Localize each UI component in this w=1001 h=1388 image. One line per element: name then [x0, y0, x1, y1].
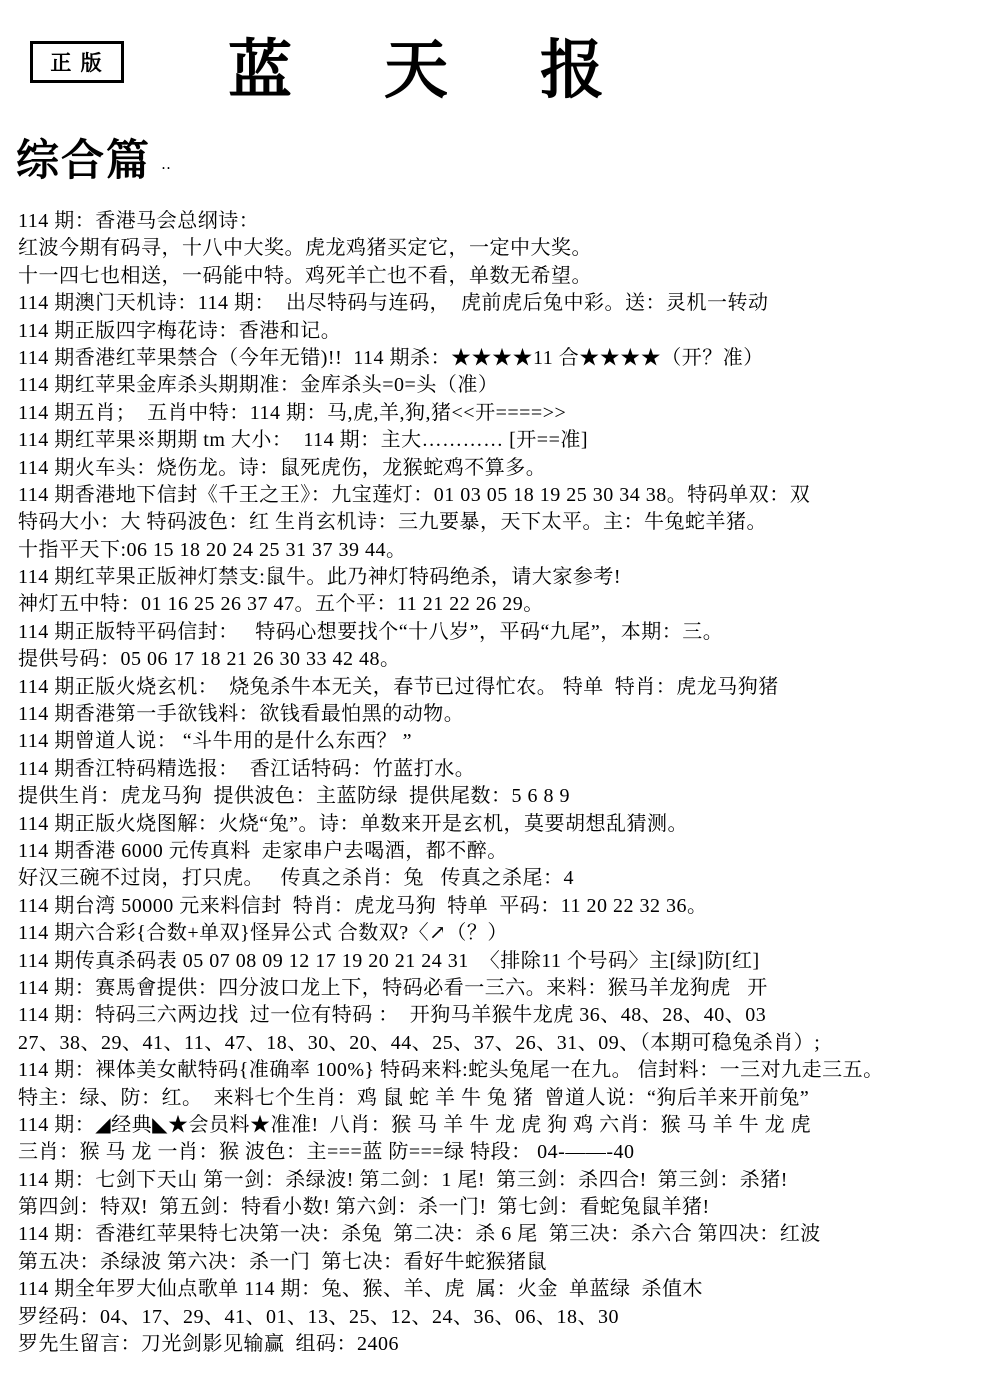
- text-line: 提供生肖：虎龙马狗 提供波色：主蓝防绿 提供尾数：5 6 8 9: [18, 785, 570, 808]
- text-line: 114 期：香港红苹果特七决第一决：杀兔 第二决：杀 6 尾 第三决：杀六合 第四决：红波: [18, 1223, 821, 1246]
- genuine-badge: [30, 41, 124, 83]
- text-line: 114 期香港地下信封《千王之王》：九宝莲灯：01 03 05 18 19 25 30 34 38。特码单双：双: [18, 483, 811, 506]
- section-heading: [16, 138, 173, 185]
- text-line: 十指平天下:06 15 18 20 24 25 31 37 39 44。: [18, 538, 407, 561]
- text-line: 114 期香港第一手欲钱料：欲钱看最怕黑的动物。: [18, 703, 465, 726]
- text-line: 114 期曾道人说： “斗牛用的是什么东西？ ”: [18, 730, 413, 753]
- text-line: 第五决：杀绿波 第六决：杀一门 第七决：看好牛蛇猴猪鼠: [18, 1250, 547, 1273]
- text-line: 红波今期有码寻，十八中大奖。虎龙鸡猪买定它，一定中大奖。: [18, 237, 592, 260]
- text-line: 罗经码：04、17、29、41、01、13、25、12、24、36、06、18、30: [18, 1305, 619, 1328]
- text-line: 神灯五中特：01 16 25 26 37 47。五个平：11 21 22 26 29。: [18, 593, 544, 616]
- text-line: 特码大小：大 特码波色：红 生肖玄机诗：三九要暴，天下太平。主：牛兔蛇羊猪。: [18, 511, 767, 534]
- text-line: 114 期红苹果金库杀头期期准：金库杀头=0=头（准）: [18, 374, 499, 397]
- text-line: 特主：绿、防：红。 来料七个生肖：鸡 鼠 蛇 羊 牛 兔 猪 曾道人说：“狗后羊来开前兔”: [18, 1086, 810, 1109]
- section-heading-text: 综合篇: [16, 138, 151, 185]
- text-line: 114 期：特码三六两边找 过一位有特码 ： 开狗马羊猴牛龙虎 36、48、28、40、03: [18, 1004, 767, 1027]
- text-line: 114 期六合彩{合数+单双}怪异公式 合数双?〈↗（？）: [18, 922, 508, 945]
- text-line: 114 期台湾 50000 元来料信封 特肖：虎龙马狗 特单 平码：11 20 22 32 36。: [18, 894, 708, 917]
- text-line: 27、38、29、41、11、47、18、30、20、44、25、37、26、31、09、（本期可稳兔杀肖）;: [18, 1031, 821, 1054]
- text-line: 114 期传真杀码表 05 07 08 09 12 17 19 20 21 24 31 〈排除11 个号码〉主[绿]防[红]: [18, 949, 760, 972]
- text-line: 114 期正版火烧玄机： 烧兔杀牛本无关，春节已过得忙农。 特单 特肖：虎龙马狗猪: [18, 675, 779, 698]
- text-line: 114 期香港 6000 元传真料 走家串户去喝酒，都不醉。: [18, 839, 508, 862]
- text-line: 114 期红苹果正版神灯禁支:鼠牛。此乃神灯特码绝杀，请大家参考!: [18, 566, 621, 589]
- text-line: 114 期五肖； 五肖中特：114 期：马,虎,羊,狗,猪<<开====>>: [18, 401, 567, 424]
- text-line: 114 期：裸体美女献特码{准确率 100%} 特码来料:蛇头兔尾一在九。 信封料：一三对九走三五。: [18, 1059, 884, 1082]
- text-line: 114 期：赛馬會提供：四分波口龙上下，特码必看一三六。来料：猴马羊龙狗虎 开: [18, 976, 768, 999]
- text-line: 114 期全年罗大仙点歌单 114 期：兔、猴、羊、虎 属：火金 单蓝绿 杀值木: [18, 1278, 704, 1301]
- text-line: 114 期香江特码精选报： 香江话特码：竹蓝打水。: [18, 757, 476, 780]
- text-line: 114 期：七剑下天山 第一剑：杀绿波! 第二剑：1 尾! 第三剑：杀四合! 第三剑：杀猪!: [18, 1168, 788, 1191]
- page-title: 蓝 天 报: [228, 35, 618, 106]
- genuine-badge-label: 正 版: [50, 51, 104, 75]
- section-heading-dots: ‥: [161, 157, 174, 173]
- text-line: 114 期：香港马会总纲诗：: [18, 210, 260, 232]
- text-line: 提供号码：05 06 17 18 21 26 30 33 42 48。: [18, 648, 401, 671]
- text-line: 114 期正版特平码信封： 特码心想要找个“十八岁”，平码“九尾”，本期：三。: [18, 620, 724, 643]
- text-line: 114 期澳门天机诗：114 期： 出尽特码与连码， 虎前虎后兔中彩。送：灵机一转动: [18, 292, 769, 315]
- text-line: 114 期红苹果※期期 tm 大小： 114 期：主大………… [开==准]: [18, 429, 589, 452]
- text-line: 114 期正版火烧图解：火烧“兔”。诗：单数来开是玄机，莫要胡想乱猜测。: [18, 812, 689, 835]
- text-line: 十一四七也相送，一码能中特。鸡死羊亡也不看，单数无希望。: [18, 264, 592, 287]
- text-line: 三肖：猴 马 龙 一肖：猴 波色：主===蓝 防===绿 特段： 04-——-40: [18, 1141, 635, 1164]
- text-line: 114 期正版四字梅花诗：香港和记。: [18, 319, 342, 342]
- text-line: 罗先生留言：刀光剑影见输赢 组码：2406: [18, 1333, 399, 1356]
- text-line: 好汉三碗不过岗，打只虎。 传真之杀肖：兔 传真之杀尾：4: [18, 867, 574, 890]
- tips-text-block: [18, 208, 996, 1358]
- text-line: 114 期香港红苹果禁合（今年无错)!! 114 期杀：★★★★11 合★★★★（开？准）: [18, 346, 764, 369]
- text-line: 114 期火车头：烧伤龙。诗：鼠死虎伤，龙猴蛇鸡不算多。: [18, 456, 547, 479]
- text-line: 114 期：◢经典◣★会员料★准准! 八肖：猴 马 羊 牛 龙 虎 狗 鸡 六肖：猴 马 羊 牛 龙 虎: [18, 1113, 812, 1136]
- text-line: 第四剑：特双! 第五剑：特看小数! 第六剑：杀一门! 第七剑：看蛇兔鼠羊猪!: [18, 1196, 710, 1219]
